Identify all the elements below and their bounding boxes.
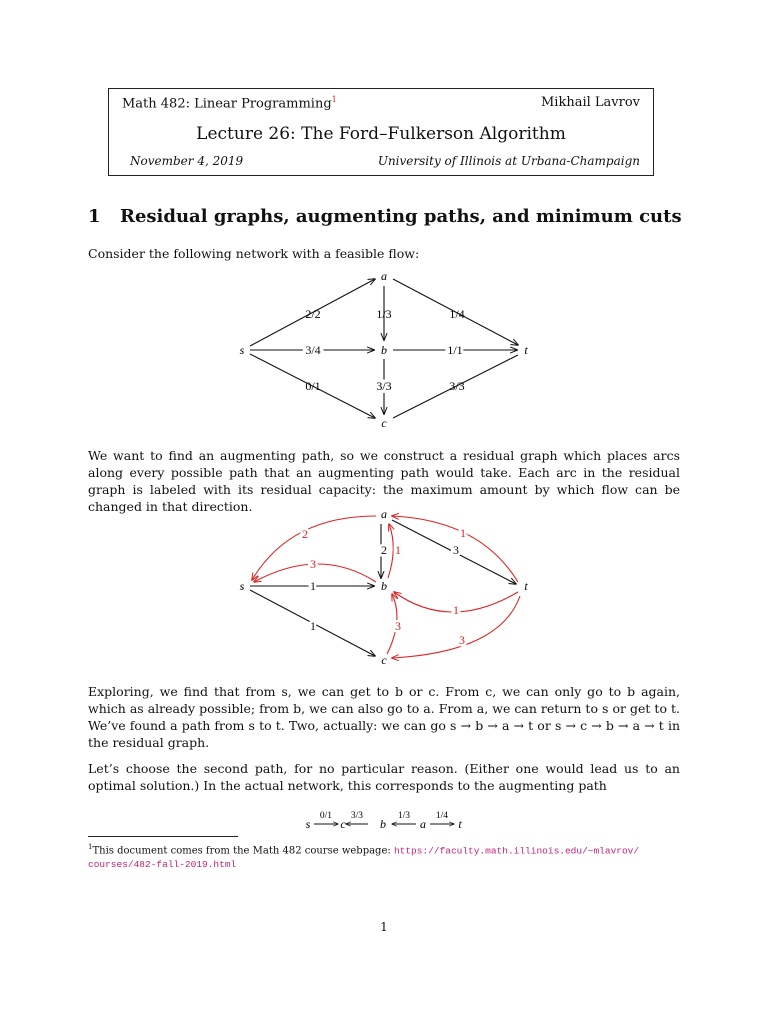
path-label-3: 1/3 (397, 811, 411, 821)
lecture-date: November 4, 2019 (130, 154, 244, 168)
paragraph-residual: We want to find an augmenting path, so we construct a residual graph which places arcs along every possible path that an augmenting path would take. Each arc in the residual graph is labeled with its residual capacity: the maximum amount by which flow can be changed in that direction. (88, 448, 680, 514)
footnote (88, 840, 688, 872)
footnote-link-part2[interactable]: courses/482-fall-2019.html (88, 859, 237, 871)
res-label-c-b: 3 (395, 619, 401, 633)
label-a-b: 1/3 (376, 307, 392, 321)
paragraph-choose: Let’s choose the second path, for no particular reason. (Either one would lead us to an optimal solution.) In the actual network, this corresponds to the augmenting path (88, 761, 680, 793)
path-node-a: a (420, 817, 426, 831)
node-t: t (524, 343, 528, 357)
path-node-b: b (380, 817, 386, 831)
res-node-b: b (381, 579, 387, 593)
path-node-c: c (340, 817, 346, 831)
label-c-b: 3/3 (376, 379, 392, 393)
footnote-ref[interactable]: 1 (331, 95, 337, 104)
res-label-t-c: 3 (459, 633, 465, 647)
path-node-s: s (305, 817, 311, 831)
label-b-t: 1/1 (447, 343, 463, 357)
node-s: s (239, 343, 245, 357)
label-a-t: 1/4 (449, 307, 465, 321)
footnote-link-part1[interactable]: https://faculty.math.illinois.edu/~mlavrov/ (393, 845, 640, 857)
res-label-b-a: 1 (395, 543, 401, 557)
res-node-a: a (381, 507, 387, 521)
node-b: b (381, 343, 387, 357)
res-label-a-t: 3 (453, 543, 459, 557)
label-s-a: 2/2 (305, 307, 321, 321)
label-s-b: 3/4 (305, 343, 321, 357)
page-number: 1 (380, 920, 388, 934)
node-c: c (381, 416, 387, 430)
section-heading (88, 206, 682, 227)
res-label-b-s: 3 (310, 557, 316, 571)
lecture-title: Lecture 26: The Ford–Fulkerson Algorithm (196, 124, 566, 144)
footnote-rule (88, 836, 238, 837)
path-label-4: 1/4 (435, 811, 449, 821)
section-title: Residual graphs, augmenting paths, and minimum cuts (120, 206, 682, 227)
res-node-s: s (239, 579, 245, 593)
course-name: Math 482: Linear Programming$^1$ (122, 95, 337, 112)
res-label-a-b: 2 (381, 543, 387, 557)
res-label-t-b: 1 (453, 603, 459, 617)
institution: University of Illinois at Urbana-Champaign (377, 154, 640, 168)
augmenting-path (290, 806, 470, 832)
paragraph-intro: Consider the following network with a feasible flow: (88, 246, 420, 261)
paragraph-explore: Exploring, we find that from s, we can get to b or c. From c, we can only go to b again, which as already possible; from b, we can also go to a. From a, we can return to s or get to t. We’ve found a path from s to t. Two, actually: we can go s → b → a → t or s → c → b → a → t in the residual graph. (88, 684, 680, 750)
res-label-s-c: 1 (310, 619, 316, 633)
residual-graph-figure (0, 502, 768, 670)
label-c-t: 3/3 (449, 379, 465, 393)
res-label-a-s: 2 (302, 527, 308, 541)
res-node-c: c (381, 653, 387, 667)
label-s-c: 0/1 (305, 379, 321, 393)
path-label-1: 0/1 (319, 811, 333, 821)
network-figure (0, 262, 768, 434)
res-label-s-b: 1 (310, 579, 316, 593)
author: Mikhail Lavrov (540, 95, 640, 110)
res-label-t-a: 1 (460, 526, 466, 540)
node-a: a (381, 269, 387, 283)
res-edge-b-a (388, 524, 393, 578)
footnote-mark: 1 (88, 843, 93, 851)
section-number: 1 (88, 206, 101, 227)
res-node-t: t (524, 579, 528, 593)
path-label-2: 3/3 (350, 811, 364, 821)
footnote-text: This document comes from the Math 482 course webpage: (92, 845, 394, 857)
path-node-t: t (458, 817, 462, 831)
